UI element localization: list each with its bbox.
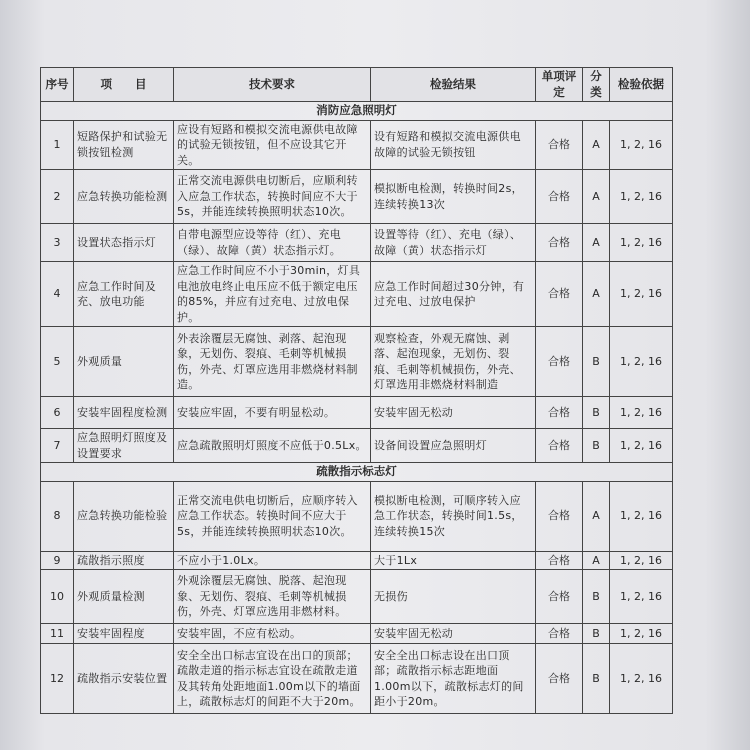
cell-no: 1 <box>41 120 74 170</box>
table-row <box>41 170 673 224</box>
table-row <box>41 551 673 570</box>
cell-no: 7 <box>41 429 74 463</box>
cell-class: B <box>583 644 610 714</box>
cell-result: 安装牢固无松动 <box>371 397 536 429</box>
cell-basis: 1, 2, 16 <box>610 170 673 224</box>
header-no: 序号 <box>41 68 74 102</box>
cell-requirement: 应设有短路和模拟交流电源供电故障的试验无锁按钮，但不应设其它开关。 <box>174 120 371 170</box>
table-row <box>41 644 673 714</box>
cell-class: A <box>583 551 610 570</box>
cell-requirement: 自带电源型应设等待（红）、充电（绿）、故障（黄）状态指示灯。 <box>174 224 371 262</box>
cell-basis: 1, 2, 16 <box>610 624 673 644</box>
cell-requirement: 外观涂覆层无腐蚀、脱落、起泡现象、无划伤、裂痕、毛刺等机械损伤，外壳、灯罩应选用非燃材料。 <box>174 570 371 624</box>
header-class: 分类 <box>583 68 610 102</box>
table-row <box>41 120 673 170</box>
cell-basis: 1, 2, 16 <box>610 262 673 327</box>
cell-result: 应急工作时间超过30分钟，有过充电、过放电保护 <box>371 262 536 327</box>
table-row <box>41 624 673 644</box>
section-header-row <box>41 102 673 121</box>
inspection-table <box>40 67 673 714</box>
cell-no: 9 <box>41 551 74 570</box>
cell-no: 2 <box>41 170 74 224</box>
cell-no: 6 <box>41 397 74 429</box>
cell-result: 安装牢固无松动 <box>371 624 536 644</box>
cell-basis: 1, 2, 16 <box>610 570 673 624</box>
cell-requirement: 安全全出口标志宜设在出口的顶部；疏散走道的指示标志宜设在疏散走道及其转角处距地面1.00m以下的墙面上，疏散标志灯的间距不大于20m。 <box>174 644 371 714</box>
cell-result: 设置等待（红）、充电（绿）、故障（黄）状态指示灯 <box>371 224 536 262</box>
cell-result: 安全全出口标志设在出口顶部；疏散指示标志距地面1.00m以下，疏散标志灯的间距小于20m。 <box>371 644 536 714</box>
cell-class: A <box>583 170 610 224</box>
cell-requirement: 应急疏散照明灯照度不应低于0.5Lx。 <box>174 429 371 463</box>
cell-evaluation: 合格 <box>536 624 583 644</box>
cell-item: 安装牢固程度检测 <box>74 397 174 429</box>
cell-item: 应急转换功能检测 <box>74 170 174 224</box>
cell-result: 设备间设置应急照明灯 <box>371 429 536 463</box>
cell-basis: 1, 2, 16 <box>610 481 673 551</box>
cell-item: 疏散指示照度 <box>74 551 174 570</box>
cell-result: 观察检查，外观无腐蚀、剥落、起泡现象，无划伤、裂痕、毛刺等机械损伤，外壳、灯罩选用非燃烧材料制造 <box>371 327 536 397</box>
cell-evaluation: 合格 <box>536 429 583 463</box>
cell-result: 设有短路和模拟交流电源供电故障的试验无锁按钮 <box>371 120 536 170</box>
cell-requirement: 正常交流电供电切断后，应顺序转入应急工作状态。转换时间不应大于5s，并能连续转换照明状态10次。 <box>174 481 371 551</box>
cell-basis: 1, 2, 16 <box>610 120 673 170</box>
cell-evaluation: 合格 <box>536 551 583 570</box>
cell-class: A <box>583 120 610 170</box>
cell-item: 应急转换功能检验 <box>74 481 174 551</box>
cell-evaluation: 合格 <box>536 120 583 170</box>
table-header-row <box>41 68 673 102</box>
cell-item: 疏散指示安装位置 <box>74 644 174 714</box>
table-row <box>41 397 673 429</box>
cell-evaluation: 合格 <box>536 327 583 397</box>
cell-result: 大于1Lx <box>371 551 536 570</box>
cell-requirement: 外表涂覆层无腐蚀、剥落、起泡现象，无划伤、裂痕、毛刺等机械损伤，外壳、灯罩应选用非燃烧材料制造。 <box>174 327 371 397</box>
section-title: 消防应急照明灯 <box>41 102 673 121</box>
cell-item: 应急照明灯照度及设置要求 <box>74 429 174 463</box>
cell-result: 模拟断电检测，可顺序转入应急工作状态，转换时间1.5s，连续转换15次 <box>371 481 536 551</box>
cell-class: B <box>583 570 610 624</box>
cell-requirement: 安装应牢固，不要有明显松动。 <box>174 397 371 429</box>
cell-evaluation: 合格 <box>536 262 583 327</box>
cell-no: 8 <box>41 481 74 551</box>
cell-basis: 1, 2, 16 <box>610 644 673 714</box>
cell-class: B <box>583 624 610 644</box>
header-basis: 检验依据 <box>610 68 673 102</box>
header-result: 检验结果 <box>371 68 536 102</box>
table-row <box>41 224 673 262</box>
cell-basis: 1, 2, 16 <box>610 327 673 397</box>
cell-no: 4 <box>41 262 74 327</box>
table-row <box>41 327 673 397</box>
cell-no: 10 <box>41 570 74 624</box>
cell-requirement: 安装牢固，不应有松动。 <box>174 624 371 644</box>
cell-item: 外观质量检测 <box>74 570 174 624</box>
table-body <box>41 102 673 714</box>
cell-item: 短路保护和试验无锁按钮检测 <box>74 120 174 170</box>
cell-result: 无损伤 <box>371 570 536 624</box>
cell-item: 外观质量 <box>74 327 174 397</box>
cell-basis: 1, 2, 16 <box>610 397 673 429</box>
cell-no: 5 <box>41 327 74 397</box>
cell-item: 安装牢固程度 <box>74 624 174 644</box>
table-row <box>41 262 673 327</box>
cell-class: B <box>583 429 610 463</box>
cell-no: 3 <box>41 224 74 262</box>
cell-evaluation: 合格 <box>536 570 583 624</box>
cell-item: 设置状态指示灯 <box>74 224 174 262</box>
cell-evaluation: 合格 <box>536 224 583 262</box>
cell-requirement: 应急工作时间应不小于30min，灯具电池放电终止电压应不低于额定电压的85%，并应有过充电、过放电保护。 <box>174 262 371 327</box>
cell-class: B <box>583 327 610 397</box>
cell-evaluation: 合格 <box>536 644 583 714</box>
cell-item: 应急工作时间及充、放电功能 <box>74 262 174 327</box>
cell-requirement: 正常交流电源供电切断后，应顺利转入应急工作状态，转换时间应不大于5s，并能连续转换照明状态10次。 <box>174 170 371 224</box>
cell-basis: 1, 2, 16 <box>610 551 673 570</box>
cell-class: A <box>583 262 610 327</box>
cell-evaluation: 合格 <box>536 397 583 429</box>
header-item: 项 目 <box>74 68 174 102</box>
cell-basis: 1, 2, 16 <box>610 224 673 262</box>
header-requirement: 技术要求 <box>174 68 371 102</box>
cell-evaluation: 合格 <box>536 481 583 551</box>
cell-class: A <box>583 481 610 551</box>
cell-result: 模拟断电检测，转换时间2s，连续转换13次 <box>371 170 536 224</box>
cell-requirement: 不应小于1.0Lx。 <box>174 551 371 570</box>
header-evaluation: 单项评定 <box>536 68 583 102</box>
table-row <box>41 429 673 463</box>
cell-basis: 1, 2, 16 <box>610 429 673 463</box>
cell-class: A <box>583 224 610 262</box>
cell-evaluation: 合格 <box>536 170 583 224</box>
cell-no: 11 <box>41 624 74 644</box>
table-row <box>41 570 673 624</box>
cell-class: B <box>583 397 610 429</box>
cell-no: 12 <box>41 644 74 714</box>
table-row <box>41 481 673 551</box>
section-title: 疏散指示标志灯 <box>41 463 673 482</box>
section-header-row <box>41 463 673 482</box>
